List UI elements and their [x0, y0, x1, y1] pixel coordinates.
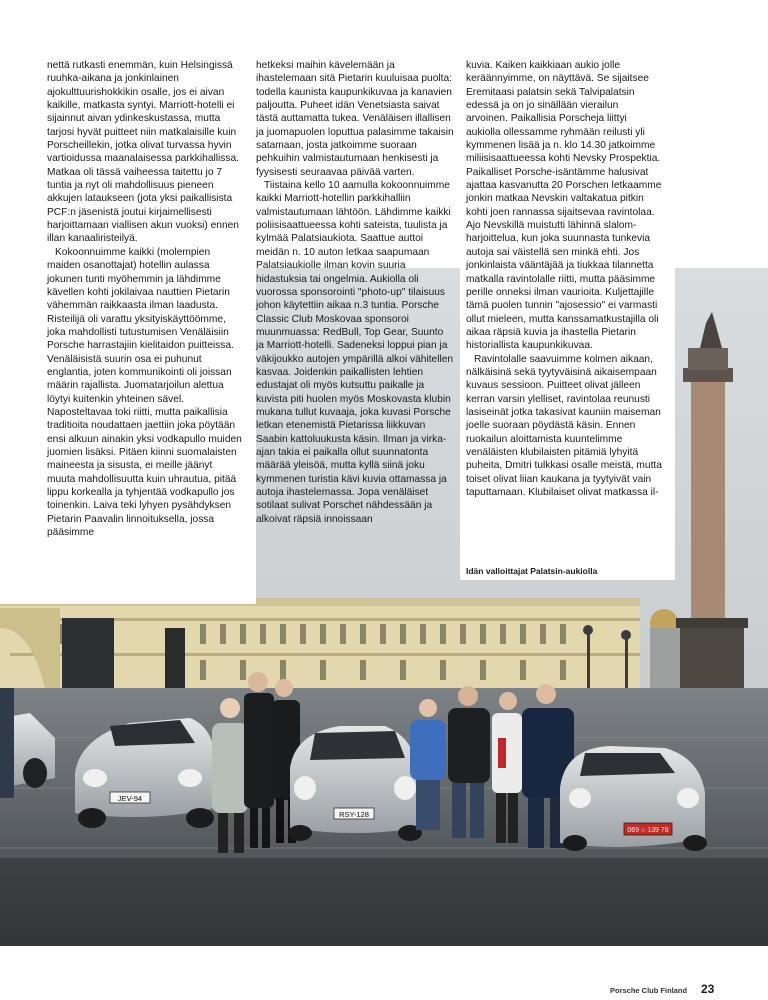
svg-text:JEV-94: JEV-94 — [117, 794, 143, 803]
page-number: 23 — [701, 982, 715, 996]
paragraph: hetkeksi maihin kävelemään ja ihastelemaan sitä Pietarin kuuluisaa puolta: todella kaunista kaupunkikuvaa ja kanavien paljoutta. Puheet idän Venetsiasta saivat tästä auttamatta tukea. Venäläisen illallisen ja juomapuolen loputtua palasimme takaisin satamaan, josta jatkoimme suoraan pehkuihin valmistautumaan henkisesti ja fyysisesti seuraavaa päivää varten. — [256, 60, 454, 178]
paragraph: Ravintolalle saavuimme kolmen aikaan, nälkäisinä sekä tyytyväisinä aikaisempaan kuvaus sessioon. Puitteet olivat jälleen kerran varsin ylelliset, ravintolaa reunusti lasiseinät jotka takasivat kauniin maiseman joelle suoraan pöydästä käsin. Ennen ruokailun aloittamista kuuntelimme venäläisten klubilaisten pitämiä lyhyitä puheita, Dmitri tulkkasi osalle meistä, mutta toiset olivat liian kaukana ja tyytyivät vain taputtamaan. Klubilaiset olivat matkassa il- — [466, 353, 662, 498]
photo-caption: Idän valloittajat Palatsin-aukiolla — [466, 566, 598, 576]
paragraph: kuvia. Kaiken kaikkiaan aukio jolle keräännyimme, on näyttävä. Se sijaitsee Eremitaasi palatsin sekä Talvipalatsin edessä ja on jo sinällään vierailun arvoinen. Paikallisia Porscheja liittyi aukiolla ollessamme ryhmään reilusti yli kymmenen lisää ja n. klo 14.30 jatkoimme miliisisaattueessa kohti Nevsky Prospektia. Paikalliset Porsche-isäntämme halusivat ajattaa kasvanutta 20 Porschen letkaamme jonkin matkaa Nevskin valtakatua pitkin kohti joen rannassa sijaitsevaa ravintolaa. Ajo Nevskillä muistutti lähinnä slalom-harjoittelua, kun joka suunnasta tunkevia autoja sai väistellä sen minkä ehti. Jos jonkinlaista vääntäjää ja tiukkaa tilannetta matkalla ravintolalle riitti, mutta pääsimme perille onneksi ilman vaurioita. Kuljettajille tämä puolen tunnin "ajosessio" ei varmasti ollut mieleen, mutta kanssamatkustajilla oli aikaa räpsiä kuvia ja ihastella Pietarin historiallista kaupunkikuvaa. — [466, 60, 662, 352]
car-911-right — [560, 746, 707, 851]
text-column-2 — [256, 59, 454, 526]
text-column-3 — [466, 59, 662, 499]
svg-text:069 ○ 139 78: 069 ○ 139 78 — [627, 827, 669, 834]
footer-brand: Porsche Club Finland — [610, 986, 688, 995]
paragraph: nettä rutkasti enemmän, kuin Helsingissä ruuhka-aikana ja jonkinlainen ajokulttuurishokkikin osalle, jos ei aivan kaikille, matkasta syntyi. Marriott-hotelli ei sijainnut aivan ydinkeskustassa, mutta tarjosi hyvät puitteet niin matkalaisille kuin Porscheillekin, jotka olivat turvassa hyvin vartioidussa maanalaisessa parkkihallissa. Matkaa oli tässä vaiheessa taitettu jo 7 tuntia ja nyt oli mahdollisuus pieneen akkujen lataukseen (jota yksi paikallisista PCF:n jäsenistä joutui kirjaimellisesti harjoittamaan viallisen akun vuoksi) ennen illan kanaaliristeilyä. — [47, 60, 239, 245]
text-column-1 — [47, 59, 243, 539]
paragraph: Kokoonnuimme kaikki (molempien maiden osanottajat) hotellin aulassa jokunen tunti myöhemmin ja lähdimme kävellen kohti jokilaivaa nauttien Pietarin vähemmän raikkaasta ilman laadusta. Risteilijä oli varattu yksityiskäyttöömme, joka mahdollisti tutustumisen Venäläisiin Porsche harrastajiin kielitaidon puitteissa. Venäläisistä suurin osa ei puhunut englantia, joten kommunikointi oli joissan määrin rajallista. Juomatarjoilun alettua löytyi kuitenkin yhteinen sävel. Naposteltavaa toki riitti, mutta paikallisia traditioita noudattaen jaettiin joka pöytään ensi alkuun ainakin yksi vodkapullo muiden juomien lisäksi. Pitäen kiinni suomalaisten maineesta ja sisusta, ei meille jäänyt muuta mahdollisuutta kuin uhrautua, pitää lippu korkealla ja tyhjentää vodkapullo jos toinenkin. Laiva teki lyhyen pysähdyksen Pietarin Paavalin linnoituksella, jossa pääsimme — [47, 246, 242, 539]
car-911-center — [288, 726, 422, 841]
stage-scaffold — [62, 618, 114, 688]
svg-text:RSY-128: RSY-128 — [339, 810, 369, 819]
paragraph: Tiistaina kello 10 aamulla kokoonnuimme kaikki Marriott-hotellin parkkihalliin valmistautumaan lähtöön. Lähdimme kaikki poliisisaattueessa kohti sateista, tuulista ja kylmää Palatsiaukiota. Saattue auttoi meidän n. 10 auton letkaa saapumaan Palatsiaukiolle ilman kovin suuria hidastuksia tai ongelmia. Aukiolla oli vuorossa sponsorointi "photo-up" tilaisuus johon käytettiin aikaa n.3 tuntia. Porsche Classic Club Moskovaa sponsoroi muunmuassa: RedBull, Top Gear, Suunto ja Marriott-hotelli. Sadeneksi loppui pian ja väkijoukko autojen ympärillä alkoi vähitellen kasvaa. Joidenkin paikallisten lehtien edustajat oli myös kutsuttu paikalle ja kuvista piti huolen myös Moskovasta klubin mukana tullut kuvaaja, joka kuvasi Porsche letkan etenemistä Pietarissa liikkuvan Saabin kattoluukusta käsin. Ilman ja virka-ajan takia ei paikalla ollut suunnatonta määrää yleisöä, mutta kyllä siinä joku kymmenen turistia kävi kuvia ottamassa ja autoja ihastelemassa. Jopa venäläiset sotilaat sulivat Porschet nähdessään ja alkoivat räpsiä innoissaan — [256, 180, 454, 525]
